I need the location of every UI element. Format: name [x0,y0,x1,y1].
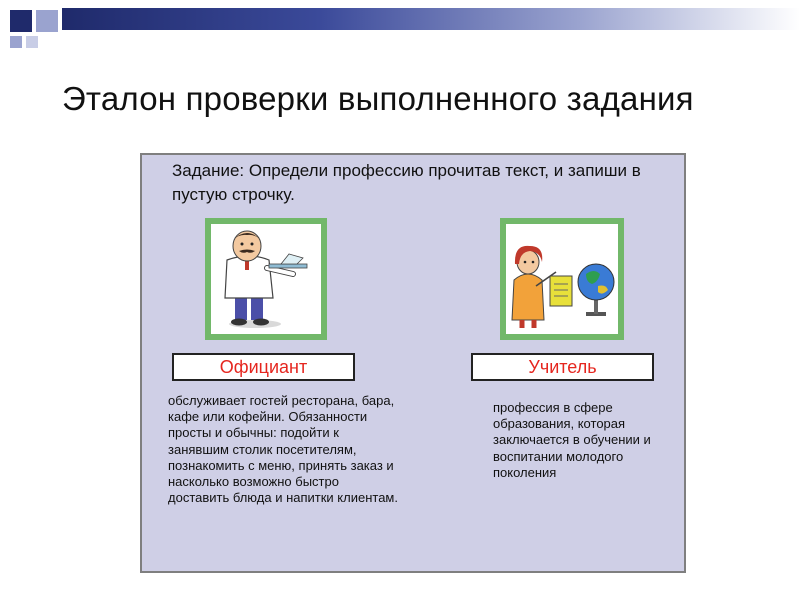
teacher-description: профессия в сфере образования, которая заключается в обучении и воспитании молодого поколения [493,400,651,480]
waiter-icon [211,224,321,334]
task-text: Задание: Определи профессию прочитав текст, и запиши в пустую строчку. [172,161,641,204]
answer-box-teacher: Учитель [471,353,654,381]
waiter-picture-frame [205,218,327,340]
waiter-description: обслуживает гостей ресторана, бара, кафе или кофейни. Обязанности просты и обычны: подойти к занявшим столик посетителям, познакомить с меню, принять заказ и насколько возможно быстро доставить блюда и напитки клиентам. [168,393,398,506]
teacher-picture-frame [500,218,624,340]
answer-box-waiter: Официант [172,353,355,381]
teacher-icon [506,224,618,334]
slide-title: Эталон проверки выполненного задания [62,80,694,117]
header-gradient-bar [62,8,800,30]
decorative-squares [0,0,70,52]
